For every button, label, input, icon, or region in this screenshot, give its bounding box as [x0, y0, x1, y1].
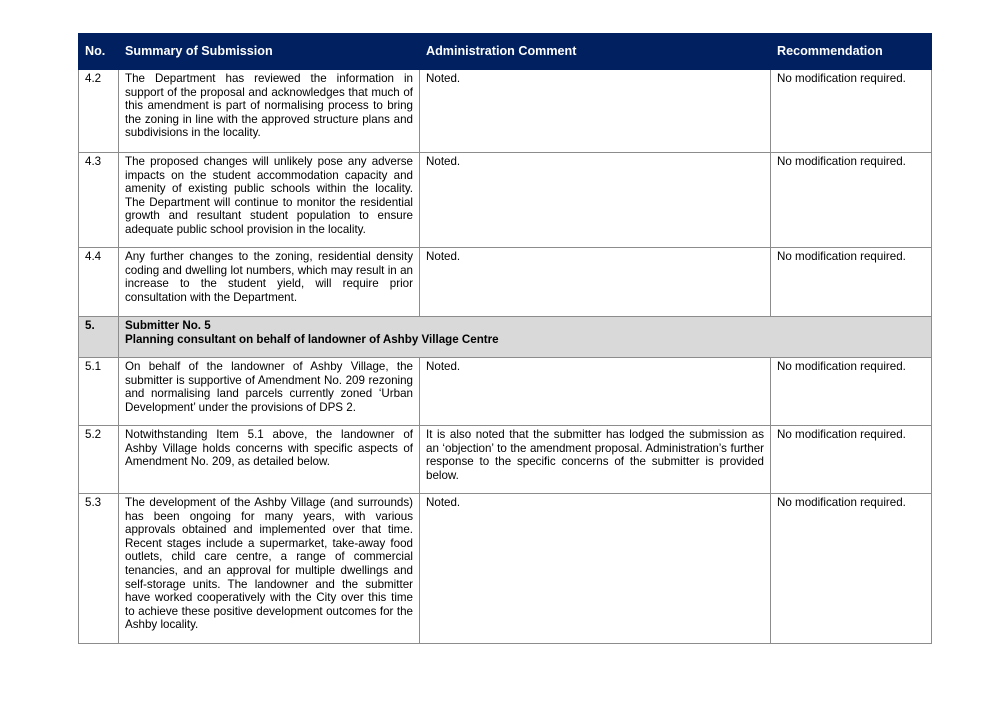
summary-cell: The Department has reviewed the information in support of the proposal and acknowledges that much of this amendment is part of normalising process to bring the zoning in line with the approved structure plans and subdivisions in the locality. — [119, 70, 420, 153]
table-header — [79, 34, 932, 70]
row-number: 4.4 — [79, 248, 119, 317]
admin-comment-cell: Noted. — [420, 153, 771, 248]
header-summary: Summary of Submission — [119, 34, 420, 70]
admin-comment-cell: Noted. — [420, 358, 771, 426]
row-number: 5.2 — [79, 426, 119, 494]
table-row — [79, 494, 932, 644]
admin-comment-cell: Noted. — [420, 248, 771, 317]
header-row — [79, 34, 932, 70]
admin-comment-cell: Noted. — [420, 494, 771, 644]
recommendation-cell: No modification required. — [771, 153, 932, 248]
recommendation-cell: No modification required. — [771, 358, 932, 426]
recommendation-cell: No modification required. — [771, 70, 932, 153]
recommendation-cell: No modification required. — [771, 426, 932, 494]
recommendation-cell: No modification required. — [771, 248, 932, 317]
table-body — [79, 70, 932, 644]
table-row — [79, 248, 932, 317]
row-number: 5.1 — [79, 358, 119, 426]
admin-comment-cell: It is also noted that the submitter has lodged the submission as an ‘objection’ to the amendment proposal. Administration’s further response to the specific concerns of the submitter is provided below. — [420, 426, 771, 494]
section-heading — [119, 317, 932, 358]
summary-cell: On behalf of the landowner of Ashby Village, the submitter is supportive of Amendment No. 209 rezoning and normalising land parcels currently zoned ‘Urban Development’ under the provisions of DPS 2. — [119, 358, 420, 426]
header-no: No. — [79, 34, 119, 70]
admin-comment-cell: Noted. — [420, 70, 771, 153]
table-row — [79, 426, 932, 494]
section-number: 5. — [79, 317, 119, 358]
row-number: 5.3 — [79, 494, 119, 644]
header-admin-comment: Administration Comment — [420, 34, 771, 70]
header-recommendation: Recommendation — [771, 34, 932, 70]
table-row — [79, 70, 932, 153]
row-number: 4.3 — [79, 153, 119, 248]
summary-cell: Notwithstanding Item 5.1 above, the landowner of Ashby Village holds concerns with specific aspects of Amendment No. 209, as detailed below. — [119, 426, 420, 494]
table-row — [79, 153, 932, 248]
section-subtitle: Planning consultant on behalf of landowner of Ashby Village Centre — [125, 332, 499, 346]
section-row-submitter-5 — [79, 317, 932, 358]
section-title: Submitter No. 5 — [125, 319, 211, 332]
table-row — [79, 358, 932, 426]
summary-cell: Any further changes to the zoning, residential density coding and dwelling lot numbers, which may result in an increase to the student yield, will require prior consultation with the Department. — [119, 248, 420, 317]
summary-cell: The development of the Ashby Village (and surrounds) has been ongoing for many years, with various approvals obtained and implemented over that time. Recent stages include a supermarket, take-away food outlets, child care centre, a range of commercial tenancies, and an approval for multiple dwellings and self-storage units. The landowner and the submitter have worked cooperatively with the City over this time to achieve these positive development outcomes for the Ashby locality. — [119, 494, 420, 644]
row-number: 4.2 — [79, 70, 119, 153]
submissions-table — [78, 33, 932, 644]
recommendation-cell: No modification required. — [771, 494, 932, 644]
summary-cell: The proposed changes will unlikely pose any adverse impacts on the student accommodation capacity and amenity of existing public schools within the locality. The Department will continue to monitor the residential growth and resultant student population to ensure adequate public school provision in the locality. — [119, 153, 420, 248]
